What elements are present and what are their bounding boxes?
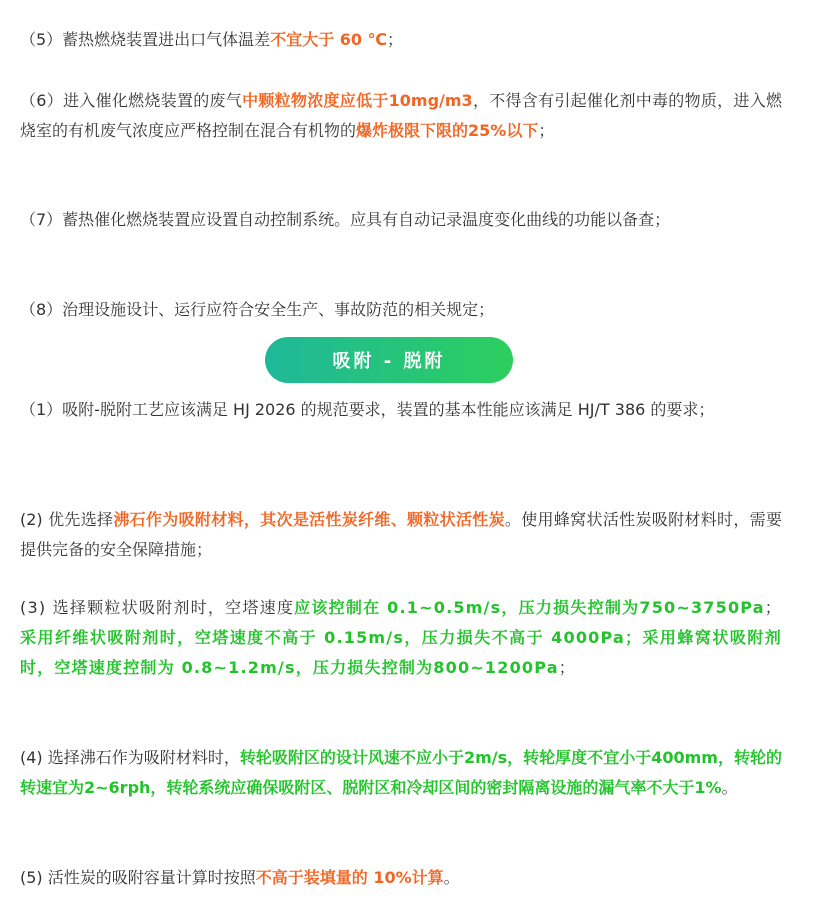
text: ； — [386, 30, 403, 49]
text: （5）蓄热燃烧装置进出口气体温差 — [20, 30, 271, 49]
text: ； — [538, 121, 555, 140]
text: （6）进入催化燃烧装置的废气 — [20, 91, 243, 110]
highlight: 爆炸极限下限的25%以下 — [356, 121, 539, 140]
text: (5) 活性炭的吸附容量计算时按照 — [20, 868, 256, 887]
paragraph-8-safety — [20, 295, 782, 325]
highlight: 转轮吸附区的设计风速不应小于2m/s，转轮厚度不宜小于400mm，转轮的转速宜为2~6rph，转轮系统应确保吸附区、脱附区和冷却区间的密封隔离设施的漏气率不大于1% — [20, 748, 782, 797]
highlight: 不宜大于 60 ℃ — [270, 30, 387, 49]
text: 。使用蜂窝状活性炭吸附材料时，需要提供完备的安全保障措施； — [20, 510, 782, 559]
text: （7）蓄热催化燃烧装置应设置自动控制系统。应具有自动记录温度变化曲线的功能以备查； — [20, 210, 671, 229]
paragraph-6-catalytic-inlet — [20, 86, 782, 146]
text: ； — [558, 658, 576, 677]
paragraph-adsorption-3 — [20, 593, 782, 683]
highlight: 沸石作为吸附材料，其次是活性炭纤维、颗粒状活性炭 — [113, 510, 505, 529]
highlight: 应该控制在 0.1~0.5m/s，压力损失控制为750~3750Pa — [294, 598, 765, 617]
paragraph-5-temperature — [20, 25, 782, 55]
highlight: 不高于装填量的 10%计算 — [255, 868, 444, 887]
text: (4) 选择沸石作为吸附材料时， — [20, 748, 240, 767]
highlight: 中颗粒物浓度应低于10mg/m3 — [242, 91, 473, 110]
text: （8）治理设施设计、运行应符合安全生产、事故防范的相关规定； — [20, 300, 495, 319]
text: (2) 优先选择 — [20, 510, 114, 529]
paragraph-adsorption-2 — [20, 505, 782, 565]
highlight: 采用纤维状吸附剂时，空塔速度不高于 0.15m/s，压力损失不高于 4000Pa；采用蜂窝状吸附剂时，空塔速度控制为 0.8~1.2m/s，压力损失控制为800~1200Pa — [20, 628, 782, 677]
section-badge: 吸附 - 脱附 — [265, 337, 513, 383]
text: 。 — [443, 868, 460, 887]
text: （1）吸附-脱附工艺应该满足 HJ 2026 的规范要求，装置的基本性能应该满足 HJ/T 386 的要求； — [20, 400, 715, 419]
paragraph-adsorption-4 — [20, 743, 782, 803]
text: (3) 选择颗粒状吸附剂时，空塔速度 — [20, 598, 295, 617]
paragraph-adsorption-5 — [20, 863, 782, 893]
text: ，不得含有引起催化剂中毒的物质，进入燃烧室的有机废气浓度应严格控制在混合有机物的 — [20, 91, 782, 140]
text: ； — [764, 598, 782, 617]
paragraph-7-auto-control — [20, 205, 782, 235]
paragraph-adsorption-1 — [20, 395, 782, 425]
text: 。 — [721, 778, 738, 797]
